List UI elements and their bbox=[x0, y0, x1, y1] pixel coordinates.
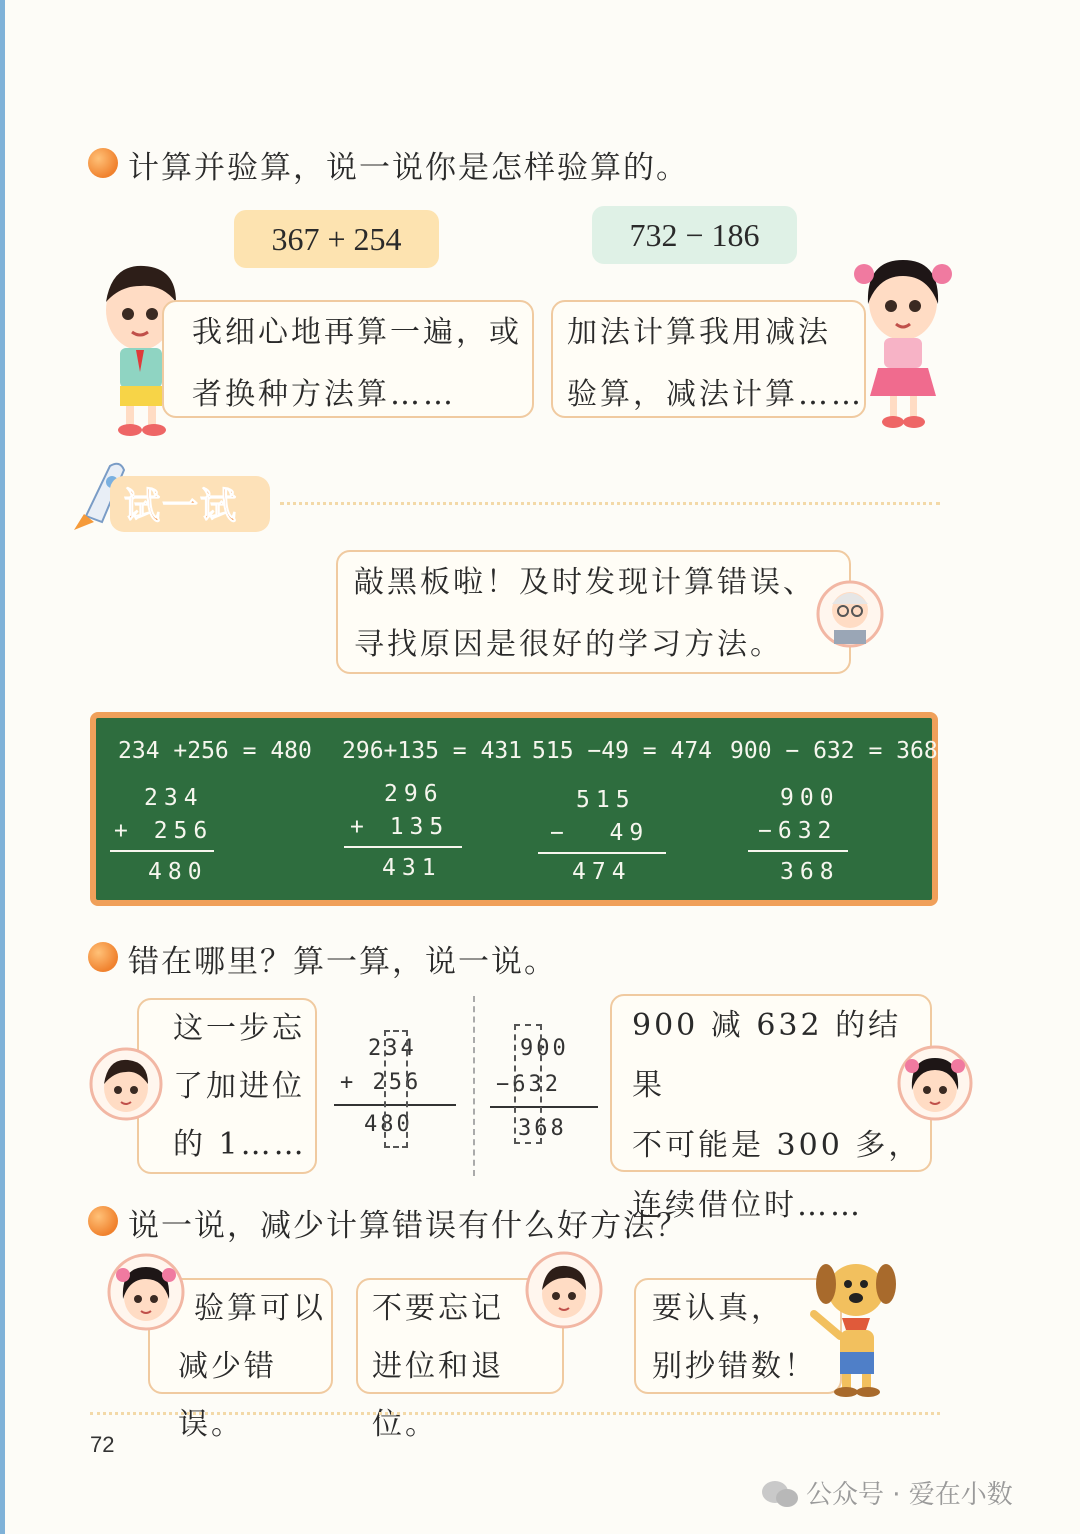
board-sum-line bbox=[748, 850, 848, 852]
expression-subtraction: 732 − 186 bbox=[592, 206, 797, 264]
work-add-bottom: + 256 bbox=[340, 1070, 422, 1095]
boy-avatar-icon bbox=[524, 1250, 604, 1330]
bubble-text-line: 敲黑板啦！及时发现计算错误、 bbox=[354, 565, 816, 600]
highlight-box bbox=[514, 1024, 542, 1144]
boy-avatar-icon bbox=[88, 1046, 164, 1122]
board-sum-line bbox=[538, 852, 666, 854]
bubble-text-line: 验算可以 bbox=[194, 1291, 326, 1326]
girl-avatar-icon bbox=[106, 1252, 186, 1332]
try-it-label: 试一试 bbox=[124, 486, 239, 527]
bubble-text-line: 减少错误。 bbox=[178, 1349, 277, 1442]
teacher-avatar-icon bbox=[812, 578, 890, 650]
bubble-text-line: 不可能是 300 多， bbox=[632, 1128, 922, 1163]
bubble-text-line: 这一步忘 bbox=[173, 1011, 305, 1046]
board-column-bottom: −632 bbox=[758, 818, 838, 844]
section-heading: 错在哪里？算一算，说一说。 bbox=[128, 944, 557, 980]
dog-character-icon bbox=[800, 1254, 908, 1400]
board-equation: 900 − 632 = 368 bbox=[730, 738, 938, 764]
footer-divider bbox=[90, 1412, 940, 1415]
bubble-text-line: 不要忘记 bbox=[372, 1291, 504, 1326]
board-equation: 515 −49 = 474 bbox=[532, 738, 713, 764]
board-column-result: 480 bbox=[148, 859, 208, 885]
board-column-result: 368 bbox=[780, 859, 840, 885]
board-column-top: 234 bbox=[144, 785, 204, 811]
board-column-result: 431 bbox=[382, 855, 442, 881]
section-heading: 计算并验算，说一说你是怎样验算的。 bbox=[128, 150, 689, 186]
work-add-top: 234 bbox=[368, 1036, 417, 1061]
board-column-top: 515 bbox=[576, 787, 636, 813]
board-equation: 296+135 = 431 bbox=[342, 738, 523, 764]
expression-addition: 367 + 254 bbox=[234, 210, 439, 268]
bullet-dot-icon bbox=[88, 1206, 118, 1236]
work-sub-top: 900 bbox=[520, 1036, 569, 1061]
watermark-text: 公众号 · 爱在小数 bbox=[806, 1480, 1013, 1510]
bubble-text-line: 寻找原因是很好的学习方法。 bbox=[354, 627, 783, 662]
bubble-text-line: 进位和退位。 bbox=[372, 1349, 504, 1442]
work-sub-line bbox=[490, 1106, 598, 1108]
board-column-top: 296 bbox=[384, 781, 444, 807]
speech-bubble-girl bbox=[551, 300, 866, 418]
page-edge-stripe bbox=[0, 0, 5, 1534]
bubble-text-line: 者换种方法算…… bbox=[192, 377, 456, 412]
bubble-text-line: 别抄错数！ bbox=[652, 1349, 817, 1384]
highlight-box bbox=[384, 1030, 408, 1148]
bubble-text-line: 900 减 632 的结果 bbox=[632, 1008, 902, 1103]
bubble-text-line: 的 1…… bbox=[173, 1127, 307, 1162]
bubble-text-line: 加法计算我用减法 bbox=[567, 315, 831, 350]
bubble-text-line: 验算，减法计算…… bbox=[567, 377, 864, 412]
speech-bubble-girl bbox=[610, 994, 932, 1223]
bullet-dot-icon bbox=[88, 148, 118, 178]
bullet-dot-icon bbox=[88, 942, 118, 972]
board-column-bottom: − 49 bbox=[550, 820, 650, 846]
work-sub-bottom: −632 bbox=[496, 1072, 561, 1097]
speech-bubble-boy bbox=[137, 998, 317, 1174]
work-sub-result: 368 bbox=[518, 1116, 567, 1141]
blackboard bbox=[90, 712, 938, 906]
board-column-bottom: + 256 bbox=[114, 818, 214, 844]
bubble-text-line: 我细心地再算一遍，或 bbox=[192, 315, 522, 350]
work-add-result: 480 bbox=[364, 1112, 413, 1137]
vertical-divider bbox=[473, 996, 475, 1176]
board-column-bottom: + 135 bbox=[350, 814, 450, 840]
section-divider bbox=[280, 502, 940, 505]
board-equation: 234 +256 = 480 bbox=[118, 738, 312, 764]
wechat-icon bbox=[760, 1478, 800, 1510]
section-heading: 说一说，减少计算错误有什么好方法？ bbox=[128, 1208, 689, 1244]
board-column-top: 900 bbox=[780, 785, 840, 811]
board-sum-line bbox=[110, 850, 214, 852]
speech-bubble-boy bbox=[162, 300, 534, 418]
board-column-result: 474 bbox=[572, 859, 632, 885]
girl-character-icon bbox=[848, 244, 958, 434]
bubble-text-line: 要认真， bbox=[652, 1291, 784, 1326]
bubble-text-line: 连续借位时…… bbox=[632, 1188, 863, 1223]
girl-avatar-icon bbox=[896, 1044, 974, 1122]
board-sum-line bbox=[344, 846, 462, 848]
bubble-text-line: 了加进位 bbox=[173, 1069, 305, 1104]
page-number: 72 bbox=[90, 1432, 115, 1457]
speech-bubble-teacher bbox=[336, 550, 851, 674]
